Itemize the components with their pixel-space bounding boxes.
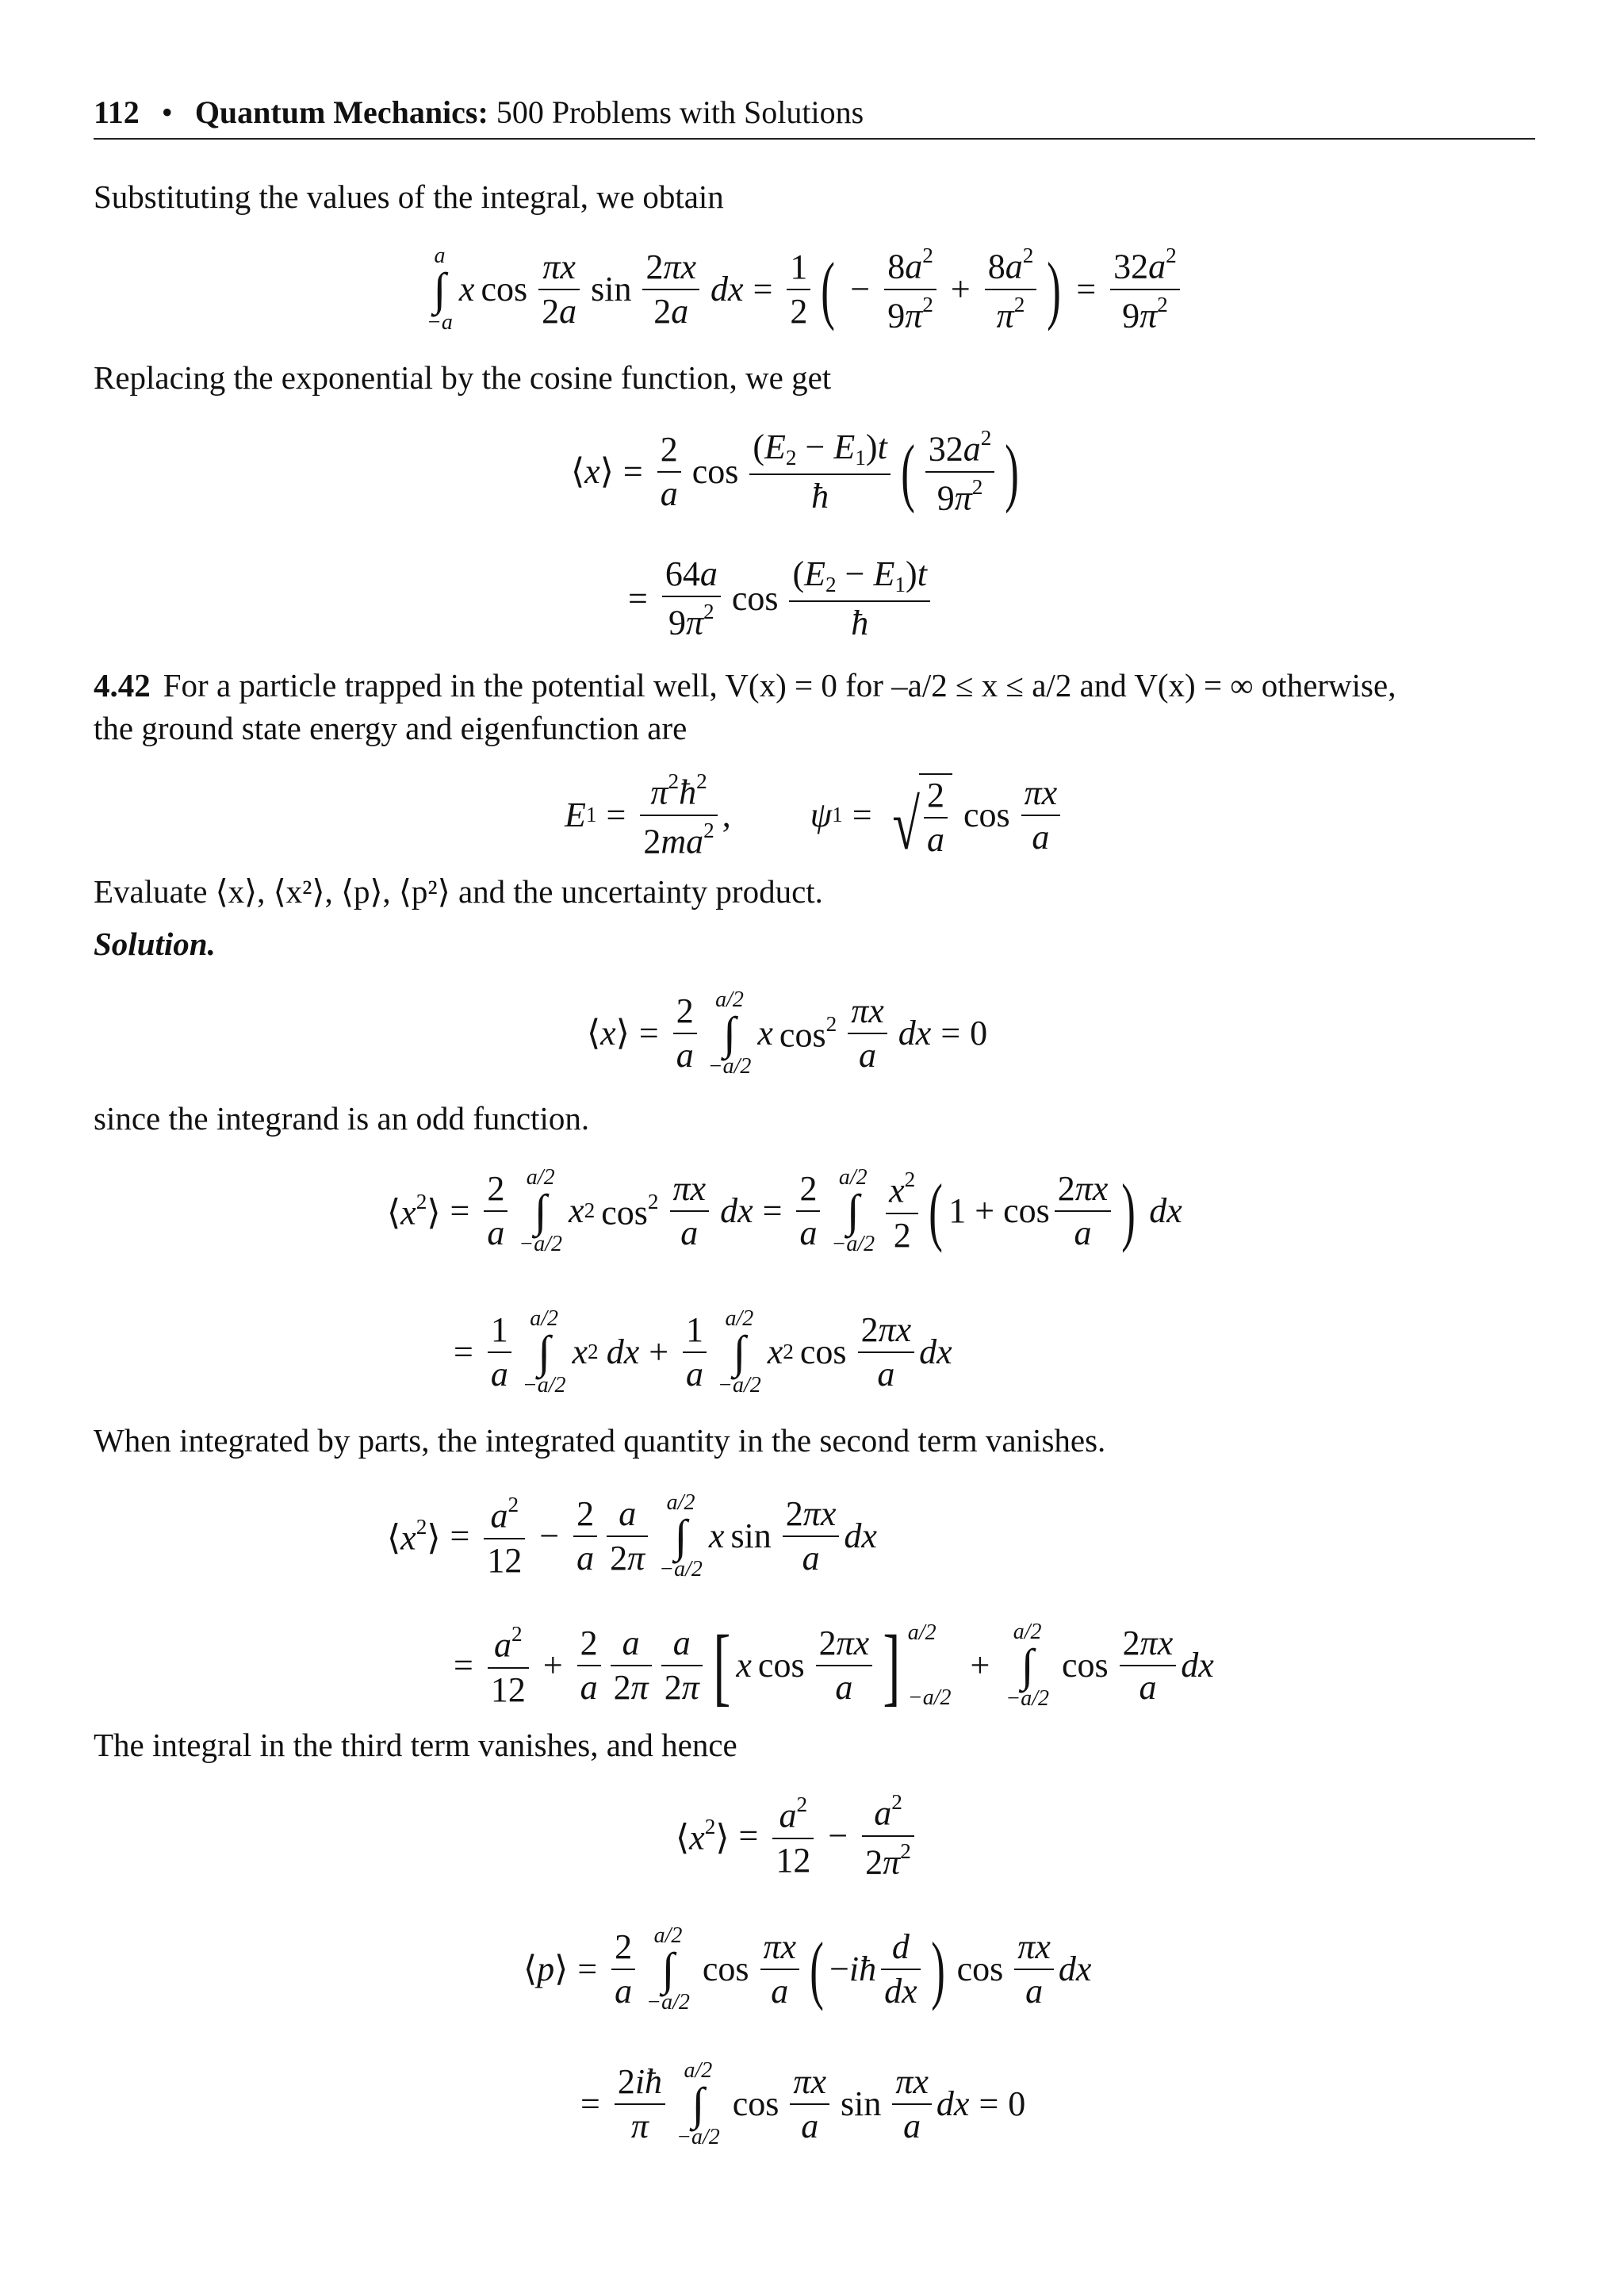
- problem-statement-line-2: the ground state energy and eigenfunction are: [94, 710, 688, 746]
- equation-p-1: ⟨p⟩ = $\frac{2}{a}$ a/2 ∫ −a/2 cos πx a ( −iħ d dx ) cos πx a dx: [523, 1923, 1092, 2015]
- paragraph-substituting: Substituting the values of the integral, we obtain: [94, 178, 724, 215]
- equation-ground-state: E 1 = $\frac{\pi^2ħ^2}{2ma^2}$ , ψ 1 = √ $\frac{2}{a}$ cos πx a: [565, 760, 1065, 871]
- book-title-rest: 500 Problems with Solutions: [496, 94, 864, 130]
- problem-text-1: For a particle trapped in the potential well, V(x) = 0 for –a/2 ≤ x ≤ a/2 and V(x) = ∞ otherwise,: [163, 667, 1396, 704]
- equation-x2-result: $⟨x^2⟩$ = $\frac{a^2}{12}$ − $\frac{a^2}{2\pi^2}$: [676, 1785, 919, 1888]
- paragraph-replacing: Replacing the exponential by the cosine function, we get: [94, 359, 832, 396]
- paragraph-odd-function: since the integrand is an odd function.: [94, 1100, 590, 1137]
- header-bullet: •: [161, 94, 173, 130]
- equation-x-expectation-1: ⟨x⟩ = $\frac{2}{a}$ cos $(E_2 - E_1)t$ ħ ( $32a^2$ $9\pi^2$ ): [571, 426, 1020, 518]
- paragraph-evaluate: Evaluate ⟨x⟩, ⟨x²⟩, ⟨p⟩, ⟨p²⟩ and the uncertainty product.: [94, 873, 823, 910]
- equation-x-zero: ⟨x⟩ = $\frac{2}{a}$ a/2 ∫ −a/2 x $\cos^2$ πx a dx = 0: [587, 987, 988, 1079]
- running-header: [94, 94, 864, 131]
- problem-number: 4.42: [94, 667, 151, 704]
- equation-p-2: = $\frac{2iħ}{\pi}$ a/2 ∫ −a/2 cos πx a sin πx a dx = 0: [580, 2058, 1026, 2149]
- header-rule: [94, 138, 1535, 140]
- page-number: 112: [94, 94, 140, 130]
- solution-label: Solution.: [94, 926, 216, 962]
- paragraph-third-term: The integral in the third term vanishes, and hence: [94, 1727, 737, 1763]
- book-title-bold: Quantum Mechanics:: [194, 94, 488, 130]
- equation-x-expectation-2: = $\frac{64a}{9\pi^2}$ cos $(E_2 - E_1)t$ ħ: [619, 547, 935, 650]
- problem-statement-line-1: [94, 665, 1396, 707]
- paragraph-integrated-by-parts: When integrated by parts, the integrated quantity in the second term vanishes.: [94, 1422, 1106, 1459]
- equation-x2-4: = $\frac{a^2}{12}$ + $\frac{2}{a}$ a 2π a 2π [ x cos 2πx a ] a/2 −a/2 + a/2 ∫ −a/2 cos 2πx a dx: [454, 1617, 1214, 1714]
- equation-x2-3: $⟨x^2⟩$ = $\frac{a^2}{12}$ − $\frac{2}{a}$ a 2π a/2 ∫ −a/2 x sin 2πx a dx: [387, 1490, 877, 1581]
- equation-x2-1: $⟨x^2⟩$ = $\frac{2}{a}$ a/2 ∫ −a/2 x 2 $\cos^2$ πx a dx = $\frac{2}{a}$ a/2 ∫ −a/2 $x^2$ 2 ( 1 + cos 2πx a ) dx: [387, 1165, 1182, 1256]
- equation-x2-2: = $\frac{1}{a}$ a/2 ∫ −a/2 x 2 dx + $\frac{1}{a}$ a/2 ∫ −a/2 x 2 cos 2πx a dx: [454, 1306, 952, 1397]
- equation-integral-result: a ∫ −a x cos πx 2a sin 2πx 2a dx = $\frac{1}{2}$ ( − $\frac{8a^2}{9\pi^2}$ + $\frac{8a^2}{\pi^2}$ ) = $\frac{32a^2}{9\pi^2}$: [420, 230, 1185, 349]
